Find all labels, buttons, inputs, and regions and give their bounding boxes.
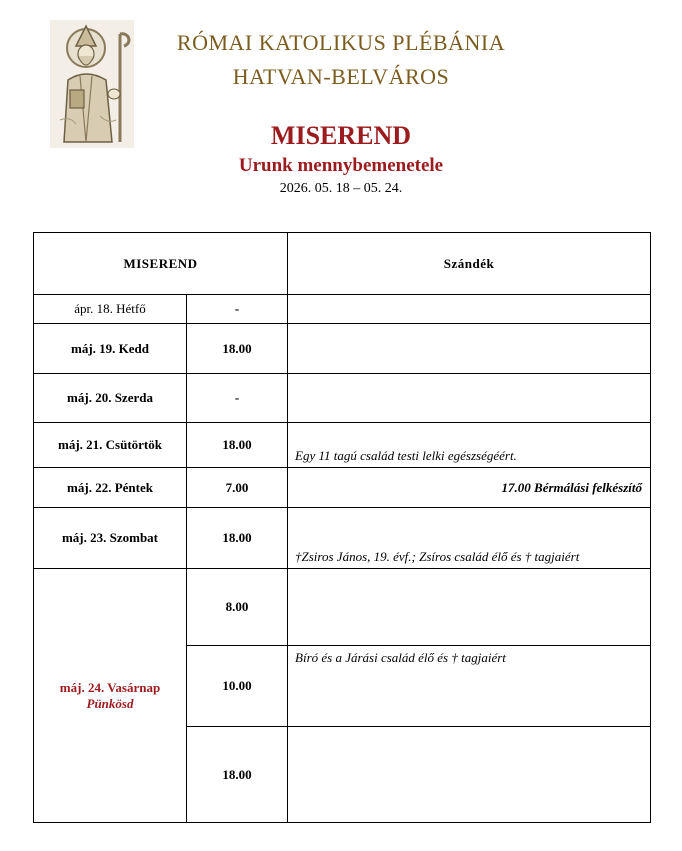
day-cell: máj. 23. Szombat — [34, 508, 187, 569]
day-cell: máj. 20. Szerda — [34, 374, 187, 423]
table-row — [34, 468, 651, 508]
table-row — [34, 374, 651, 423]
day-cell: ápr. 18. Hétfő — [34, 295, 187, 324]
table-row — [34, 423, 651, 468]
time-cell: 7.00 — [187, 468, 288, 508]
intention-cell — [288, 324, 651, 374]
table-row — [34, 295, 651, 324]
day-cell: máj. 19. Kedd — [34, 324, 187, 374]
intention-cell: Bíró és a Járási család élő és † tagjaiért — [288, 646, 651, 727]
column-header-schedule: MISEREND — [34, 233, 288, 295]
time-cell: - — [187, 295, 288, 324]
table-row — [34, 569, 651, 646]
intention-cell — [288, 295, 651, 324]
mass-schedule-table — [33, 232, 651, 823]
time-cell: 18.00 — [187, 324, 288, 374]
time-cell: - — [187, 374, 288, 423]
day-cell: máj. 21. Csütörtök — [34, 423, 187, 468]
feast-name: Pünkösd — [86, 695, 134, 711]
day-cell: máj. 22. Péntek — [34, 468, 187, 508]
intention-cell: 17.00 Bérmálási felkészítő — [288, 468, 651, 508]
intention-cell — [288, 727, 651, 823]
time-cell: 10.00 — [187, 646, 288, 727]
parish-name: RÓMAI KATOLIKUS PLÉBÁNIA — [176, 30, 506, 55]
parish-location: HATVAN-BELVÁROS — [232, 64, 450, 89]
table-row — [34, 508, 651, 569]
intention-cell — [288, 569, 651, 646]
intention-cell — [288, 374, 651, 423]
date-range: 2026. 05. 18 – 05. 24. — [279, 181, 403, 196]
sunday-day-label: máj. 24. Vasárnap — [59, 679, 161, 695]
time-cell: 18.00 — [187, 423, 288, 468]
page-title: MISEREND — [270, 121, 412, 150]
intention-cell: †Zsiros János, 19. évf.; Zsíros család élő és † tagjaiért — [288, 508, 651, 569]
time-cell: 18.00 — [187, 727, 288, 823]
sunday-day-cell — [34, 569, 187, 823]
time-cell: 18.00 — [187, 508, 288, 569]
column-header-intention: Szándék — [288, 233, 651, 295]
table-header-row — [34, 233, 651, 295]
page-subtitle: Urunk mennybemenetele — [238, 155, 444, 176]
table-row — [34, 324, 651, 374]
intention-cell: Egy 11 tagú család testi lelki egészségéért. — [288, 423, 651, 468]
time-cell: 8.00 — [187, 569, 288, 646]
